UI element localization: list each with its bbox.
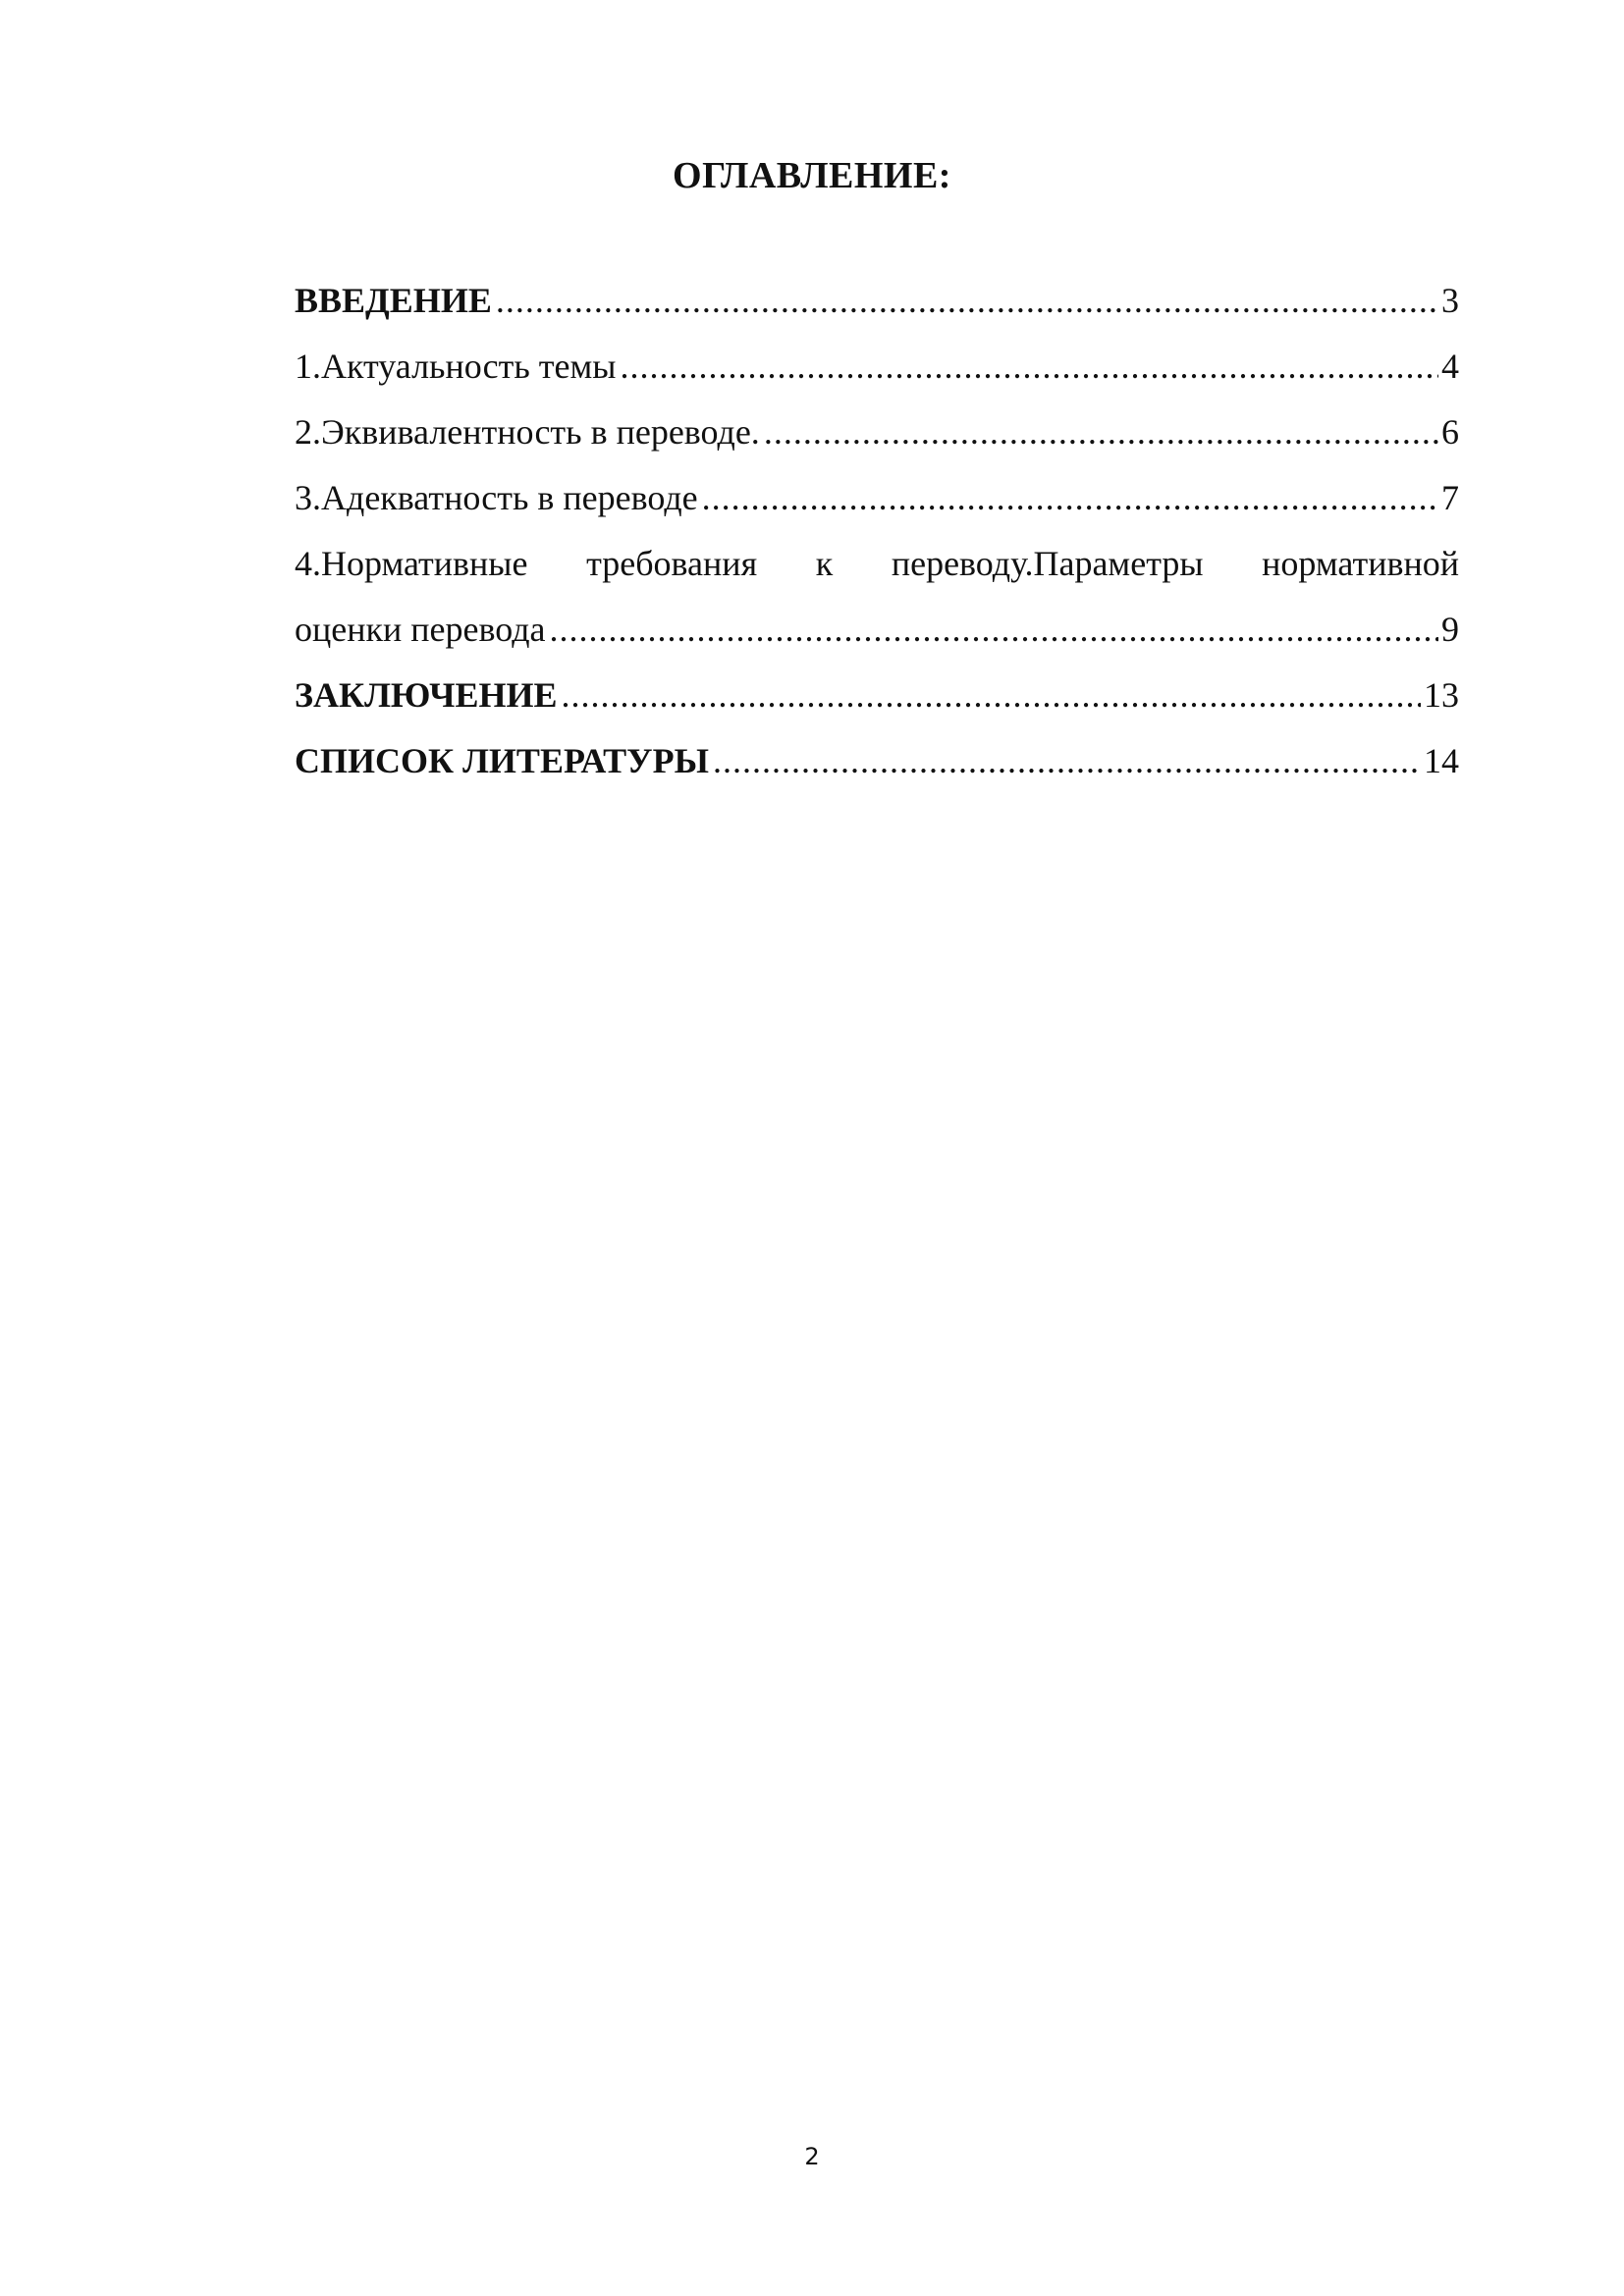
toc-entry-label: 3.Адекватность в переводе [295,478,698,517]
toc-entry-page: 3 [1441,281,1459,320]
toc-entry-norms-line2[interactable] [295,604,1459,669]
toc-leader-dots [764,406,1438,457]
toc-entry-label: ВВЕДЕНИЕ [295,281,492,320]
toc-leader-dots [550,604,1439,655]
toc-entry-page: 6 [1441,412,1459,452]
toc-entry-label: ЗАКЛЮЧЕНИЕ [295,675,558,715]
toc-entry-norms-line1[interactable] [295,538,1459,604]
toc-leader-dots [713,735,1421,786]
toc-entry-conclusion[interactable] [295,669,1459,735]
toc-entry-page: 4 [1441,347,1459,386]
toc-entry-page: 13 [1424,675,1459,715]
toc-entry-page: 7 [1441,478,1459,517]
toc-entry-bibliography[interactable] [295,735,1459,801]
toc-entry-label: 4.Нормативные требования к переводу.Параметры нормативной [295,544,1459,583]
toc-entry-equivalence[interactable] [295,406,1459,472]
toc-title: ОГЛАВЛЕНИЕ: [673,155,951,196]
toc-entry-adequacy[interactable] [295,472,1459,538]
toc-leader-dots [620,341,1438,392]
toc-entry-relevance[interactable] [295,341,1459,406]
page-number: 2 [804,2143,820,2170]
toc-entry-introduction[interactable] [295,275,1459,341]
toc-entry-label: СПИСОК ЛИТЕРАТУРЫ [295,741,709,780]
toc-leader-dots [562,669,1421,721]
toc-entry-label: оценки перевода [295,610,546,649]
toc-leader-dots [496,275,1438,326]
toc-entry-label: 2.Эквивалентность в переводе. [295,412,760,452]
toc-entry-page: 9 [1441,610,1459,649]
table-of-contents [295,275,1459,801]
toc-entry-page: 14 [1424,741,1459,780]
toc-entry-label: 1.Актуальность темы [295,347,617,386]
toc-leader-dots [702,472,1438,523]
